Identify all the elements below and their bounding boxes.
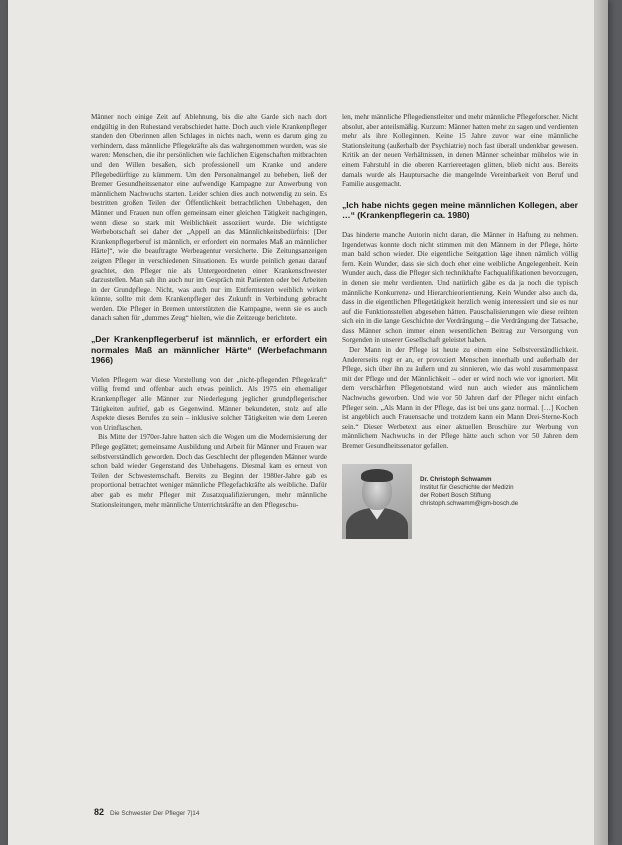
author-photo [342, 464, 412, 539]
right-column [342, 113, 578, 539]
author-email[interactable]: christoph.schwamm@igm-bosch.de [420, 499, 519, 507]
body-paragraph: len, mehr männliche Pflegedienstleiter und mehr männliche Pflegeforscher. Nicht absolut, aber anteilsmäßig. Kurzum: Männer hatten mehr zu sagen und verdienten mehr als ihre Kolleginnen. Keine 15 Jahre zuvor war eine männliche Stationsleitung (außerhalb der Psychiatrie) noch fast überall undenkbar gewesen. Kritik an der neuen Verhältnissen, in denen Männer scheinbar mühelos wie in einem Fahrstuhl in die oberen Karriereetagen glitten, blieb nicht aus. Bereits damals wurde als Hauptursache die mangelnde Vereinbarkeit von Beruf und Familie ausgemacht. [342, 113, 578, 189]
body-paragraph: Vielen Pflegern war diese Vorstellung von der „nicht-pflegenden Pflegekraft“ völlig fremd und offenbar auch etwas peinlich. Als 1975 ein ehemaliger Krankenpfleger alle Männer zur Niederlegung jeglicher grundpflegerischer Tätigkeiten aufrief, gab es Gegenwind. Männer bekundeten, stolz auf alle Aspekte dieses Berufes zu sein – inklusive solcher Tätigkeiten wie dem Leeren von Urinflaschen. [91, 375, 327, 432]
body-paragraph: Der Mann in der Pflege ist heute zu einem eine Selbstverständlichkeit. Andererseits regt er an, er provoziert Menschen innerhalb und außerhalb der Pflege, sich über ihn zu äußern und zu sinnieren, wie das wohl zusammenpasst mit der Pflege und der Männlichkeit – oder er wird noch wie vor ignoriert. Mit dem verschärften Pflegenotstand wird nun auch wieder aus männlichem Nachwuchs geworben. Und wie vor 50 Jahren darf der Pfleger nicht einfach Pfleger sein. „Als Mann in der Pflege, das ist bei uns ganz normal. […] Kochen ist angeblich auch Frauensache und trotzdem kann ein Mann Drei-Sterne-Koch sein.“ Dieser Werbetext aus einer aktuellen Broschüre zur Werbung von männlichem Nachwuchs in der Pflege hätte auch schon vor 50 Jahren dem Bremer Gesundheitssenator gefallen. [342, 346, 578, 450]
body-paragraph: Männer noch einige Zeit auf Ablehnung, bis die alte Garde sich nach dort endgültig in den Ruhestand verabschiedet hatte. Doch auch viele Krankenpfleger standen den Oberinnen allen Schlages in nichts nach, wenn es darum ging zu verhindern, dass männliche Pflegekräfte als das wahrgenommen wurden, was sie waren: Menschen, die ihr persönlichen wie fachlichen Eigenschaften mitbrachten und den Willen besaßen, sich professionell um Kranke und andere Pflegebedürftige zu kümmern. Um den Personalmangel zu beheben, ließ der Bremer Gesundheitssenator eine aufwendige Kampagne zur Anwerbung von männlichem Nachwuchs starten. Leider schien dies auch notwendig zu sein. Es bestritten großen Teilen der Öffentlichkeit betrachtlichen Unbehagen, den Männer und Frauen nun offen gemeinsam einer gleichen Tätigkeit nachgingen, wenn diese so stark mit Weiblichkeit assoziiert wurde. Die wichtigste Werbebotschaft sei daher der „Appell an das Männlichkeitsbedürfnis: [Der Krankenpflegerberuf ist männlich, er erfordert ein normales Maß an männlicher Härte]“, wie die beauftragte Werbeagentur versicherte. Die Zeitungsanzeigen zeigten Pfleger in verschiedenen Situationen. Es wurde peinlich genau darauf geachtet, den Pfleger nie als Untergeordneten einer Krankenschwester darzustellen. Man sah ihn auch nur im Gespräch mit Patienten oder bei Arbeiten in der Grundpflege. Nicht, was auch nur im Entferntesten weiblich wirken könnte, sollte mit dem Krankenpfleger des Zukunft in Verbindung gebracht werden. Die Pfleger in Bremen unterstützten die Kampagne, wenn sie es auch danach sahen für „dummes Zeug“ hielten, wie die Zeitzeuge berichtete. [91, 113, 327, 323]
author-box [342, 464, 578, 539]
body-paragraph: Das hinderte manche Autorin nicht daran, die Männer in Haftung zu nehmen. Irgendetwas konnte doch nicht stimmen mit den Männern in der Pflege, hörte man bald schon wieder. Die eigentliche Seitgattion läge ihnen nämlich völlig fern. Kein Wunder, dass sie sich doch eher eine weibliche Angelegenheit. Kein Wunder auch, dass die Pfleger sich technikhafte Fachqualifikationen bevorzugen, in denen sie mehr verdienten. Und natürlich gäbe es da ja noch die typisch männliche Konkurrenz- und Hierarchieorientierung. Kein Wunder also auch da, dass in die eigentlichen Pflegetätigkeit herzlich wenig interessiert und sie es nur auf die Funktionsstellen abgesehen hätten. Pauschalisierungen wie diese reihten sich ein in die lange Geschichte der Verdrängung – die Verdrängung der Tatsache, dass Männer schon immer einen wesentlichen Beitrag zur Versorgung von Sorgenden in unserer Gesellschaft geleistet haben. [342, 230, 578, 345]
pull-quote: „Der Krankenpflegerberuf ist männlich, er erfordert ein normales Maß an männlicher Härte“ (Werbefachmann 1966) [91, 334, 327, 366]
author-affiliation: Institut für Geschichte der Medizin [420, 483, 514, 491]
author-name: Dr. Christoph Schwamm [420, 475, 492, 483]
page-footer [94, 807, 199, 817]
pull-quote: „Ich habe nichts gegen meine männlichen Kollegen, aber …“ (Krankenpflegerin ca. 1980) [342, 199, 578, 221]
page-number: 82 [94, 807, 105, 817]
author-affiliation: der Robert Bosch Stiftung [420, 491, 491, 499]
author-info [420, 464, 518, 508]
publication-name: Die Schwester Der Pfleger 7|14 [110, 810, 200, 817]
body-paragraph: Bis Mitte der 1970er-Jahre hatten sich die Wogen um die Modernisierung der Pflege geglättet; gemeinsame Ausbildung und Arbeit für Männer und Frauen war selbstverständlich geworden. Doch das Geschlecht der pflegenden Männer wurde schon bald wieder Gegenstand des Unbehagens. Diesmal kam es erneut von Teilen der Schwesternschaft. Bereits zu Beginn der 1980er-Jahre gab es proportional betrachtet weniger männliche Pflegefachkräfte als weibliche. Dafür aber gab es mehr Pfleger mit Zusatzqualifizierungen, mehr männliche Stationsleitungen, mehr männliche Unterrichtskräfte an den Pflegeschu- [91, 433, 327, 509]
magazine-page [8, 0, 608, 845]
left-column [91, 113, 327, 510]
page-spine [594, 0, 608, 845]
